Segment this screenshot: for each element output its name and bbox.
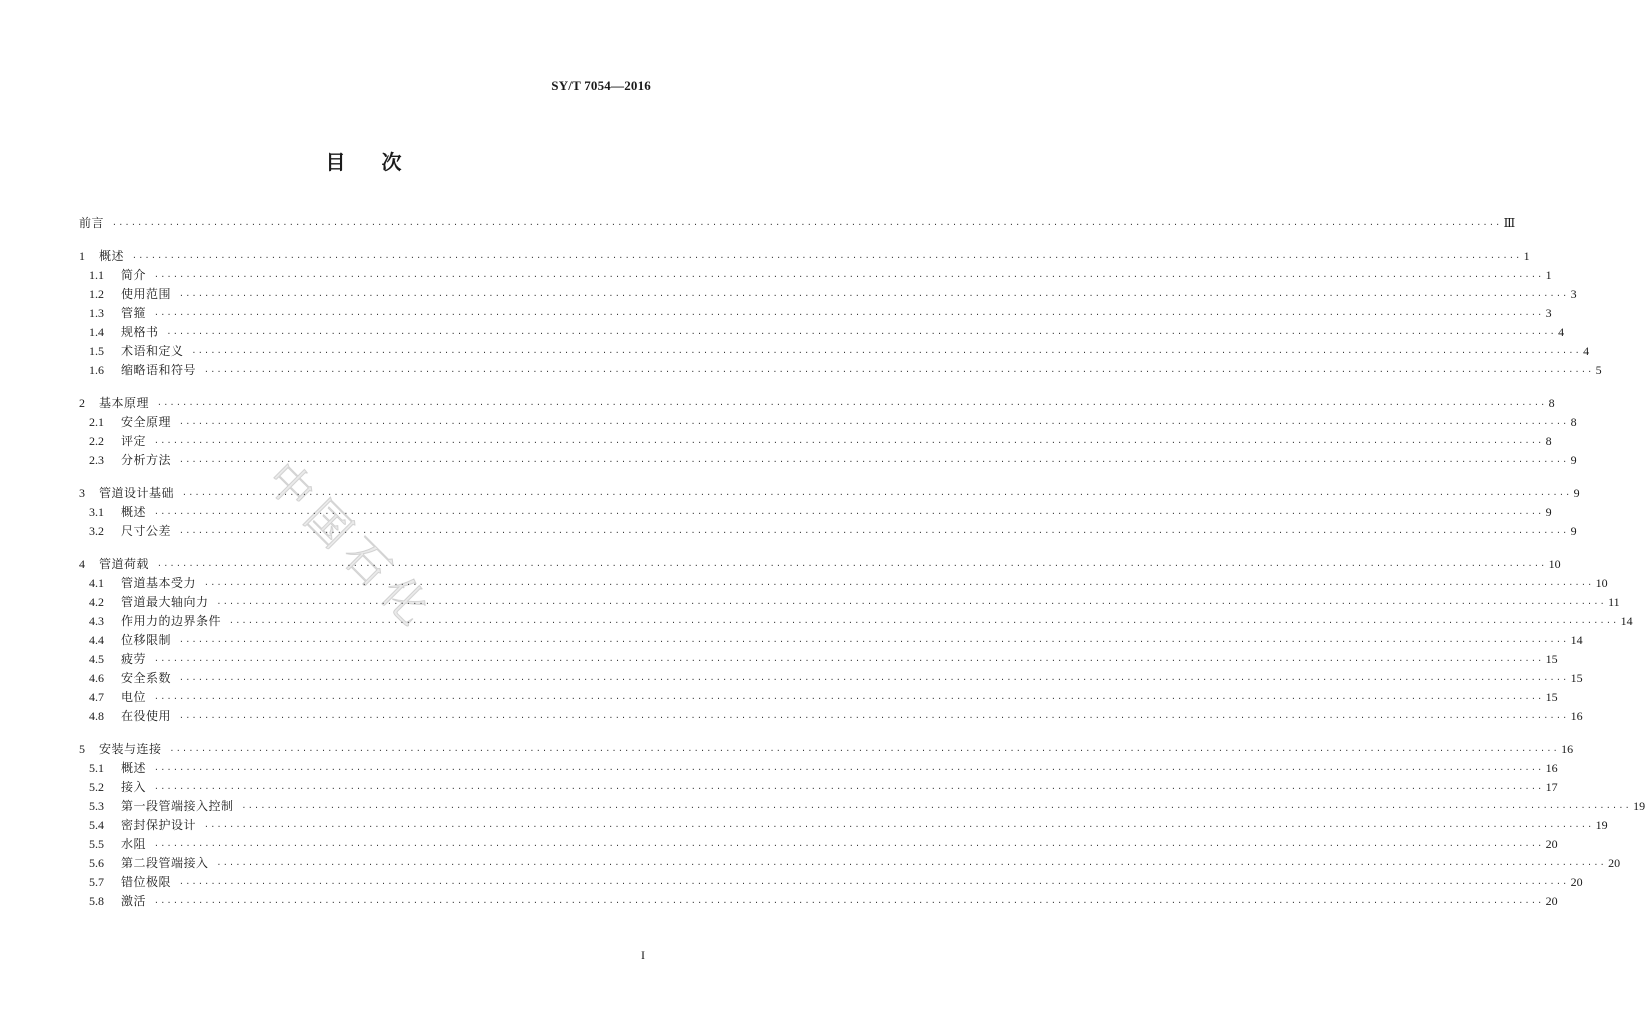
toc-entry-number: 5.4 — [89, 818, 104, 832]
toc-dot-leader: ···························································································································································································································· — [229, 618, 1619, 627]
toc-entry-label: 第二段管端接入 — [121, 856, 209, 870]
toc-entry-page: 4 — [1583, 344, 1590, 358]
toc-entry-page: 20 — [1545, 894, 1558, 908]
toc-entry-label: 管箍 — [121, 306, 147, 320]
toc-entry-number: 2.1 — [89, 415, 104, 429]
toc-entry-page: 16 — [1570, 709, 1583, 723]
toc-entry-number: 5 — [79, 742, 85, 756]
toc-entry-number: 4.4 — [89, 633, 104, 647]
toc-entry-label: 作用力的边界条件 — [121, 614, 222, 628]
toc-entry-number: 1.6 — [89, 363, 104, 377]
toc-section-entry[interactable] — [79, 797, 1645, 816]
title-char-2: 次 — [381, 150, 404, 174]
toc-entry-label: 基本原理 — [99, 396, 150, 410]
toc-dot-leader: ···························································································································································································································· — [166, 329, 1557, 338]
toc-entry-label: 管道基本受力 — [121, 576, 197, 590]
toc-dot-leader: ···························································································································································································································· — [204, 367, 1594, 376]
toc-section-entry[interactable] — [79, 612, 1633, 631]
toc-entry-label: 尺寸公差 — [121, 524, 172, 538]
toc-dot-leader: ···························································································································································································································· — [154, 509, 1544, 518]
toc-entry-page: 9 — [1545, 505, 1552, 519]
toc-entry-label: 概述 — [121, 761, 147, 775]
toc-entry-number: 1.1 — [89, 268, 104, 282]
toc-entry-page: 20 — [1570, 875, 1583, 889]
toc-entry-label: 缩略语和符号 — [121, 363, 197, 377]
toc-dot-leader: ···························································································································································································································· — [179, 675, 1569, 684]
toc-dot-leader: ···························································································································································································································· — [132, 253, 1522, 262]
toc-section-entry[interactable] — [79, 451, 1577, 470]
toc-section-entry[interactable] — [79, 361, 1602, 380]
toc-dot-leader: ···························································································································································································································· — [112, 220, 1502, 229]
toc-dot-leader: ···························································································································································································································· — [204, 822, 1594, 831]
toc-dot-leader: ···························································································································································································································· — [179, 457, 1569, 466]
toc-section-entry[interactable] — [79, 759, 1558, 778]
toc-dot-leader: ···························································································································································································································· — [154, 841, 1544, 850]
toc-section-entry[interactable] — [79, 342, 1590, 361]
toc-dot-leader: ···························································································································································································································· — [191, 348, 1582, 357]
toc-dot-leader: ···························································································································································································································· — [179, 637, 1569, 646]
toc-entry-number: 3.2 — [89, 524, 104, 538]
toc-entry-page: 20 — [1545, 837, 1558, 851]
toc-section-entry[interactable] — [79, 503, 1552, 522]
toc-entry-number: 5.6 — [89, 856, 104, 870]
toc-entry-label: 术语和定义 — [121, 344, 184, 358]
toc-entry-number: 3.1 — [89, 505, 104, 519]
toc-dot-leader: ···························································································································································································································· — [154, 272, 1544, 281]
toc-entry-page: 15 — [1545, 652, 1558, 666]
toc-section-entry[interactable] — [79, 522, 1577, 541]
toc-entry-number: 4 — [79, 557, 85, 571]
toc-entry-number: 5.7 — [89, 875, 104, 889]
toc-chapter-entry[interactable] — [79, 555, 1561, 574]
toc-section-entry[interactable] — [79, 854, 1621, 873]
toc-section-entry[interactable] — [79, 669, 1583, 688]
toc-chapter-entry[interactable] — [79, 247, 1530, 266]
toc-entry-number: 5.8 — [89, 894, 104, 908]
toc-dot-leader: ···························································································································································································································· — [179, 419, 1569, 428]
toc-dot-leader: ···························································································································································································································· — [179, 879, 1569, 888]
toc-dot-leader: ···························································································································································································································· — [216, 599, 1607, 608]
toc-entry-number: 1 — [79, 249, 85, 263]
toc-entry-number: 1.4 — [89, 325, 104, 339]
toc-chapter-entry[interactable] — [79, 394, 1555, 413]
toc-dot-leader: ···························································································································································································································· — [179, 528, 1569, 537]
toc-entry-page: 8 — [1548, 396, 1555, 410]
toc-entry-page: 1 — [1523, 249, 1530, 263]
toc-section-entry[interactable] — [79, 873, 1583, 892]
toc-entry-label: 接入 — [121, 780, 147, 794]
title-char-1: 目 — [325, 150, 348, 174]
toc-dot-leader: ···························································································································································································································· — [216, 860, 1607, 869]
toc-dot-leader: ···························································································································································································································· — [169, 746, 1560, 755]
toc-section-entry[interactable] — [79, 266, 1552, 285]
toc-entry-page: 15 — [1545, 690, 1558, 704]
toc-section-entry[interactable] — [79, 816, 1608, 835]
toc-dot-leader: ···························································································································································································································· — [154, 898, 1544, 907]
toc-entry-number: 4.3 — [89, 614, 104, 628]
toc-entry-page: Ⅲ — [1503, 216, 1516, 230]
toc-chapter-entry[interactable] — [79, 740, 1574, 759]
toc-entry-label: 概述 — [121, 505, 147, 519]
toc-section-entry[interactable] — [79, 835, 1558, 854]
toc-entry-page: 3 — [1570, 287, 1577, 301]
toc-entry-label: 管道荷载 — [99, 557, 150, 571]
toc-section-entry[interactable] — [79, 432, 1552, 451]
document-code: SY/T 7054—2016 — [551, 78, 651, 93]
toc-section-entry[interactable] — [79, 574, 1608, 593]
toc-entry-page: 1 — [1545, 268, 1552, 282]
page-number: I — [641, 948, 645, 962]
toc-entry-label: 安装与连接 — [99, 742, 162, 756]
toc-entry-label: 第一段管端接入控制 — [121, 799, 234, 813]
toc-entry-label: 水阻 — [121, 837, 147, 851]
toc-chapter-entry[interactable] — [79, 484, 1580, 503]
toc-dot-leader: ···························································································································································································································· — [154, 765, 1544, 774]
toc-entry-number: 4.1 — [89, 576, 104, 590]
toc-entry-page: 3 — [1545, 306, 1552, 320]
toc-section-entry[interactable] — [79, 285, 1577, 304]
toc-dot-leader: ···························································································································································································································· — [241, 803, 1632, 812]
toc-entry-page: 14 — [1570, 633, 1583, 647]
toc-entry-page: 15 — [1570, 671, 1583, 685]
toc-entry-page: 19 — [1633, 799, 1645, 813]
toc-entry-number: 1.3 — [89, 306, 104, 320]
toc-entry-label: 密封保护设计 — [121, 818, 197, 832]
toc-dot-leader: ···························································································································································································································· — [157, 400, 1547, 409]
toc-entry-label: 管道最大轴向力 — [121, 595, 209, 609]
toc-entry-label: 激活 — [121, 894, 147, 908]
toc-section-entry[interactable] — [79, 304, 1552, 323]
toc-entry-page: 11 — [1608, 595, 1620, 609]
toc-dot-leader: ···························································································································································································································· — [204, 580, 1594, 589]
toc-section-entry[interactable] — [79, 593, 1620, 612]
toc-dot-leader: ···························································································································································································································· — [179, 291, 1569, 300]
toc-entry-number: 2.3 — [89, 453, 104, 467]
toc-entry-number: 5.3 — [89, 799, 104, 813]
toc-entry-number: 4.2 — [89, 595, 104, 609]
toc-section-entry[interactable] — [79, 778, 1558, 797]
toc-entry-number: 4.7 — [89, 690, 104, 704]
toc-entry-page: 19 — [1595, 818, 1608, 832]
toc-section-entry[interactable] — [79, 631, 1583, 650]
toc-dot-leader: ···························································································································································································································· — [154, 656, 1544, 665]
toc-entry-label: 安全系数 — [121, 671, 172, 685]
toc-entry-label: 使用范围 — [121, 287, 172, 301]
toc-entry-label: 错位极限 — [121, 875, 172, 889]
toc-dot-leader: ···························································································································································································································· — [154, 438, 1544, 447]
toc-dot-leader: ···························································································································································································································· — [157, 561, 1547, 570]
toc-entry-number: 1.5 — [89, 344, 104, 358]
toc-entry-page: 14 — [1620, 614, 1633, 628]
toc-entry-label: 管道设计基础 — [99, 486, 175, 500]
toc-entry-page: 9 — [1570, 453, 1577, 467]
toc-entry-number: 4.8 — [89, 709, 104, 723]
toc-entry-number: 2.2 — [89, 434, 104, 448]
toc-entry-page: 17 — [1545, 780, 1558, 794]
toc-entry-page: 16 — [1561, 742, 1574, 756]
toc-entry-page: 4 — [1558, 325, 1565, 339]
toc-entry-page: 9 — [1573, 486, 1580, 500]
toc-entry-number: 4.5 — [89, 652, 104, 666]
toc-entry-page: 8 — [1545, 434, 1552, 448]
toc-entry-label: 简介 — [121, 268, 147, 282]
toc-entry-page: 16 — [1545, 761, 1558, 775]
toc-entry-label: 在役使用 — [121, 709, 172, 723]
toc-chapter-entry[interactable] — [79, 214, 1516, 233]
watermark: 中国石化 — [256, 452, 445, 642]
toc-section-entry[interactable] — [79, 892, 1558, 911]
toc-section-entry[interactable] — [79, 650, 1558, 669]
toc-entry-label: 概述 — [99, 249, 125, 263]
page-title — [0, 146, 729, 175]
toc-entry-number: 3 — [79, 486, 85, 500]
toc-entry-label: 分析方法 — [121, 453, 172, 467]
toc-dot-leader: ···························································································································································································································· — [154, 784, 1544, 793]
toc-entry-number: 4.6 — [89, 671, 104, 685]
toc-entry-page: 10 — [1548, 557, 1561, 571]
toc-entry-label: 前言 — [79, 216, 105, 230]
toc-entry-number: 5.2 — [89, 780, 104, 794]
toc-section-entry[interactable] — [79, 688, 1558, 707]
toc-dot-leader: ···························································································································································································································· — [154, 694, 1544, 703]
toc-entry-label: 疲劳 — [121, 652, 147, 666]
toc-entry-number: 1.2 — [89, 287, 104, 301]
toc-section-entry[interactable] — [79, 413, 1577, 432]
toc-entry-page: 10 — [1595, 576, 1608, 590]
toc-entry-number: 5.5 — [89, 837, 104, 851]
toc-entry-number: 2 — [79, 396, 85, 410]
toc-entry-page: 20 — [1608, 856, 1621, 870]
table-of-contents — [79, 214, 1645, 911]
toc-entry-page: 8 — [1570, 415, 1577, 429]
toc-entry-label: 安全原理 — [121, 415, 172, 429]
toc-dot-leader: ···························································································································································································································· — [154, 310, 1544, 319]
toc-entry-label: 规格书 — [121, 325, 159, 339]
toc-section-entry[interactable] — [79, 323, 1565, 342]
toc-dot-leader: ···························································································································································································································· — [179, 713, 1569, 722]
toc-entry-page: 5 — [1595, 363, 1602, 377]
toc-entry-number: 5.1 — [89, 761, 104, 775]
toc-entry-label: 评定 — [121, 434, 147, 448]
toc-entry-label: 位移限制 — [121, 633, 172, 647]
toc-dot-leader: ···························································································································································································································· — [182, 490, 1572, 499]
toc-section-entry[interactable] — [79, 707, 1583, 726]
toc-entry-label: 电位 — [121, 690, 147, 704]
toc-entry-page: 9 — [1570, 524, 1577, 538]
